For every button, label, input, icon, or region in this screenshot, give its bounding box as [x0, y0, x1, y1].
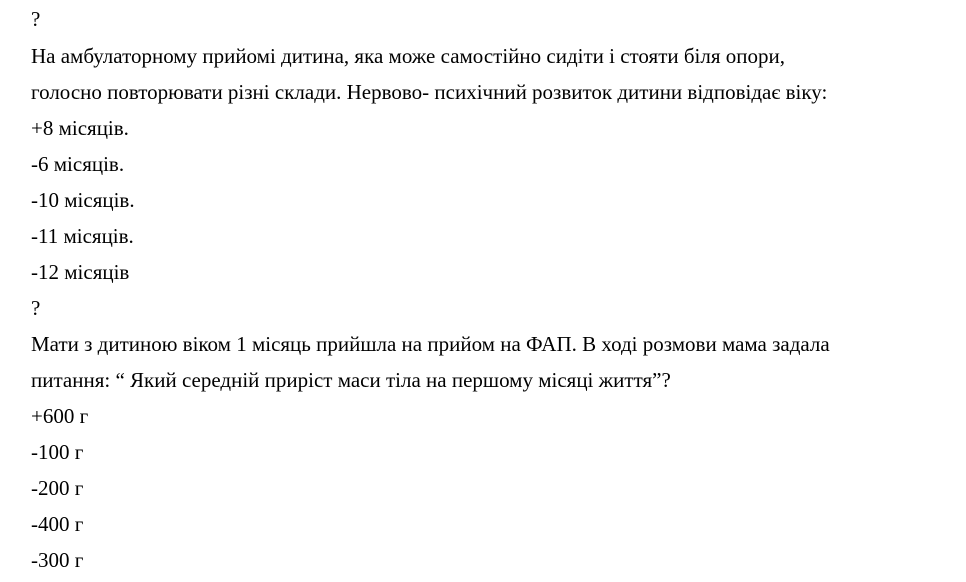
answer-option: -300 г — [31, 548, 84, 572]
question-text-line: питання: “ Який середній приріст маси тіла на першому місяці життя”? — [31, 368, 671, 392]
answer-option: -200 г — [31, 476, 84, 500]
question-text-line: голосно повторювати різні склади. Нервово- психічний розвиток дитини відповідає віку: — [31, 80, 828, 104]
answer-option: -11 місяців. — [31, 224, 134, 248]
question-block-1 — [31, 0, 956, 290]
answer-option: +600 г — [31, 404, 89, 428]
question-marker: ? — [31, 296, 41, 320]
answer-option: -400 г — [31, 512, 84, 536]
answer-option: -12 місяців — [31, 260, 130, 284]
question-text-line: На амбулаторному прийомі дитина, яка може самостійно сидіти і стояти біля опори, — [31, 44, 785, 68]
answer-option: -100 г — [31, 440, 84, 464]
answer-option: -10 місяців. — [31, 188, 135, 212]
answer-option: +8 місяців. — [31, 116, 129, 140]
question-block-2 — [31, 290, 956, 578]
answer-option: -6 місяців. — [31, 152, 125, 176]
document-body — [31, 0, 956, 578]
question-text-line: Мати з дитиною віком 1 місяць прийшла на прийом на ФАП. В ході розмови мама задала — [31, 332, 830, 356]
question-marker: ? — [31, 7, 41, 31]
